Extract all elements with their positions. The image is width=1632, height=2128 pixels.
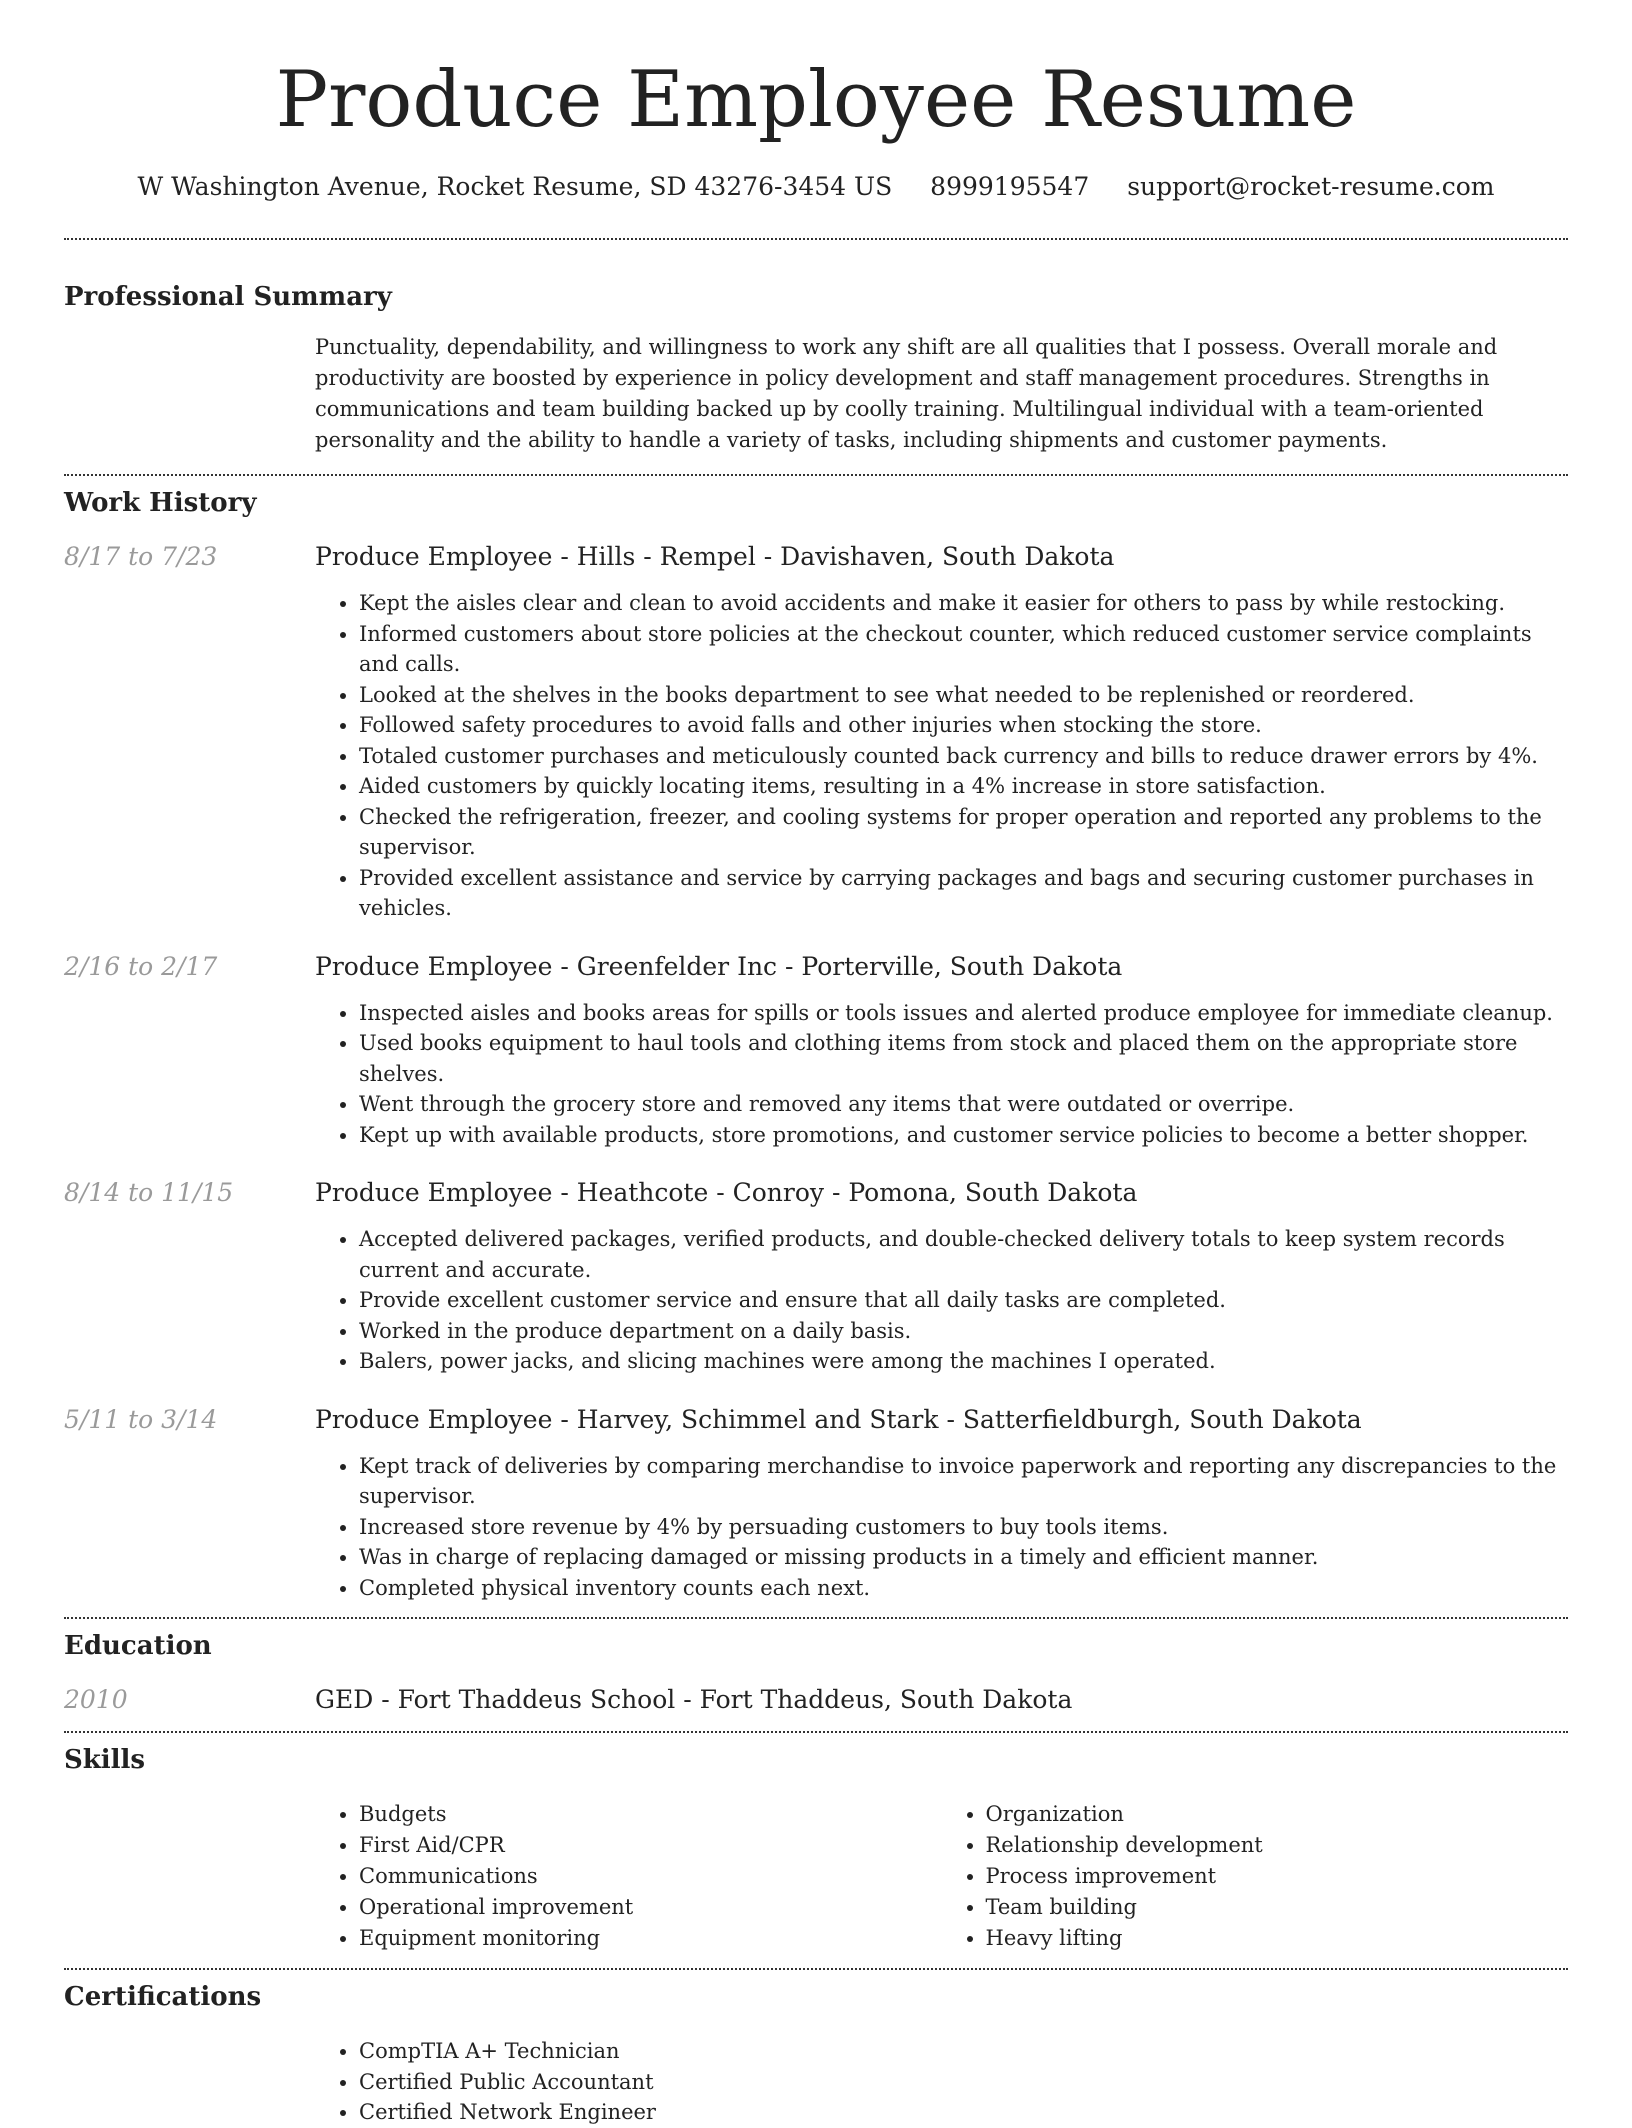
list-item: • Was in charge of replacing damaged or missing products in a timely and efficient manner. [359, 1542, 1568, 1573]
resume-title: Produce Employee Resume [275, 55, 1357, 145]
list-item: • Aided customers by quickly locating items, resulting in a 4% increase in store satisfaction. [359, 771, 1568, 802]
list-item: • Kept the aisles clear and clean to avoid accidents and make it easier for others to pass by while restocking. [359, 588, 1568, 619]
list-item: • Went through the grocery store and removed any items that were outdated or overripe. [359, 1089, 1568, 1120]
list-item: • Relationship development [986, 1830, 1569, 1861]
contact-email: support@rocket-resume.com [1127, 172, 1495, 201]
list-item: • Equipment monitoring [359, 1923, 942, 1954]
list-item: • Inspected aisles and books areas for spills or tools issues and alerted produce employee for immediate cleanup. [359, 998, 1568, 1029]
job-entry [64, 950, 1568, 1151]
job-bullets [315, 1451, 1568, 1604]
list-item: • Looked at the shelves in the books department to see what needed to be replenished or reordered. [359, 680, 1568, 711]
list-item: • Certified Network Engineer [359, 2097, 1568, 2128]
list-item: • Used books equipment to haul tools and clothing items from stock and placed them on the appropriate store shelves. [359, 1028, 1568, 1089]
list-item: • Kept up with available products, store promotions, and customer service policies to become a better shopper. [359, 1120, 1568, 1151]
list-item: • Organization [986, 1799, 1569, 1830]
job-title: Produce Employee - Hills - Rempel - Davishaven, South Dakota [315, 542, 1115, 571]
job-entry [64, 540, 1568, 924]
list-item: • Checked the refrigeration, freezer, and cooling systems for proper operation and reported any problems to the supervisor. [359, 802, 1568, 863]
list-item: • First Aid/CPR [359, 1830, 942, 1861]
list-item: • Communications [359, 1861, 942, 1892]
education-entry: GED - Fort Thaddeus School - Fort Thaddeus, South Dakota [315, 1685, 1073, 1714]
section-title-skills: Skills [64, 1745, 146, 1775]
job-dates: 2/16 to 2/17 [64, 951, 218, 981]
divider [64, 1617, 1568, 1619]
summary-text: Punctuality, dependability, and willingness to work any shift are all qualities that I possess. Overall morale and productivity are boosted by experience in policy development and staff management procedures. Strengths in communications and team building backed up by coolly training. Multilingual individual with a team-oriented personality and the ability to handle a variety of tasks, including shipments and customer payments. [315, 335, 1498, 452]
list-item: • CompTIA A+ Technician [359, 2036, 1568, 2067]
list-item: • Totaled customer purchases and meticulously counted back currency and bills to reduce drawer errors by 4%. [359, 741, 1568, 772]
list-item: • Balers, power jacks, and slicing machines were among the machines I operated. [359, 1346, 1568, 1377]
divider [64, 238, 1568, 240]
contact-address: W Washington Avenue, Rocket Resume, SD 43276-3454 US [137, 172, 893, 201]
education-section [64, 1629, 1568, 1717]
divider [64, 1731, 1568, 1733]
contact-line [64, 170, 1568, 204]
list-item: • Informed customers about store policies at the checkout counter, which reduced customer service complaints and calls. [359, 619, 1568, 680]
job-dates: 5/11 to 3/14 [64, 1404, 218, 1434]
list-item: • Process improvement [986, 1861, 1569, 1892]
job-entry [64, 1176, 1568, 1377]
section-title-education: Education [64, 1631, 212, 1661]
job-bullets [315, 998, 1568, 1151]
list-item: • Worked in the produce department on a daily basis. [359, 1316, 1568, 1347]
job-bullets [315, 1224, 1568, 1377]
list-item: • Provided excellent assistance and service by carrying packages and bags and securing customer purchases in vehicles. [359, 863, 1568, 924]
section-title-summary: Professional Summary [64, 282, 392, 312]
section-title-certifications: Certifications [64, 1982, 262, 2012]
list-item: • Budgets [359, 1799, 942, 1830]
list-item: • Provide excellent customer service and ensure that all daily tasks are completed. [359, 1285, 1568, 1316]
job-title: Produce Employee - Harvey, Schimmel and Stark - Satterfieldburgh, South Dakota [315, 1404, 1362, 1434]
list-item: • Certified Public Accountant [359, 2067, 1568, 2098]
work-history-section [64, 486, 1568, 1603]
job-title: Produce Employee - Greenfelder Inc - Porterville, South Dakota [315, 951, 1123, 981]
list-item: • Accepted delivered packages, verified products, and double-checked delivery totals to keep system records current and accurate. [359, 1224, 1568, 1285]
list-item: • Kept track of deliveries by comparing merchandise to invoice paperwork and reporting any discrepancies to the supervisor. [359, 1451, 1568, 1512]
job-bullets [315, 588, 1568, 924]
list-item: • Completed physical inventory counts each next. [359, 1573, 1568, 1604]
certifications-list [315, 2036, 1568, 2128]
skills-section [64, 1743, 1568, 1954]
divider [64, 1968, 1568, 1970]
job-dates: 8/17 to 7/23 [64, 542, 218, 571]
list-item: • Followed safety procedures to avoid falls and other injuries when stocking the store. [359, 710, 1568, 741]
divider [64, 474, 1568, 476]
list-item: • Increased store revenue by 4% by persuading customers to buy tools items. [359, 1512, 1568, 1543]
job-title: Produce Employee - Heathcote - Conroy - Pomona, South Dakota [315, 1178, 1138, 1207]
list-item: • Team building [986, 1892, 1569, 1923]
skills-list-right [942, 1799, 1569, 1954]
contact-phone: 8999195547 [930, 172, 1090, 201]
certifications-section [64, 1980, 1568, 2128]
job-entry [64, 1403, 1568, 1604]
summary-section [64, 280, 1568, 474]
section-title-work-history: Work History [64, 488, 257, 518]
job-dates: 8/14 to 11/15 [64, 1178, 234, 1207]
list-item: • Heavy lifting [986, 1923, 1569, 1954]
list-item: • Operational improvement [359, 1892, 942, 1923]
education-year: 2010 [64, 1685, 128, 1714]
skills-list-left [315, 1799, 942, 1954]
